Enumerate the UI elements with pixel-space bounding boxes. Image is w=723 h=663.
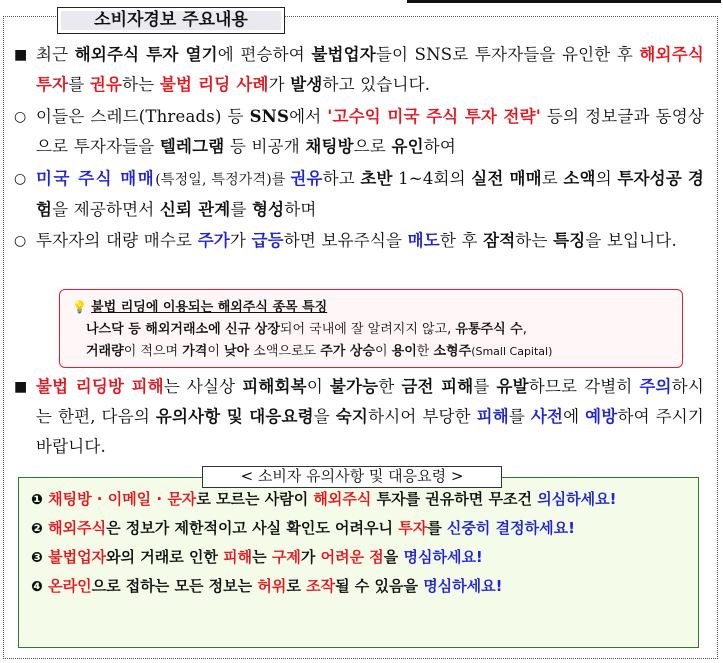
circle-bullet-icon: ○ — [14, 109, 27, 125]
section-title: 소비자경보 주요내용 — [61, 11, 281, 30]
square-bullet-icon: ■ — [14, 379, 28, 395]
guide-box — [18, 477, 699, 648]
note-box — [59, 289, 683, 368]
top-rule — [407, 0, 721, 3]
circle-bullet-icon: ○ — [14, 233, 27, 249]
guide-item-3: ❸ 불법업자와의 거래로 인한 피해는 구제가 어려운 점을 명심하세요! — [31, 548, 483, 566]
note-body: 나스닥 등 해외거래소에 신규 상장되어 국내에 잘 알려지지 않고, 유통주식 수, 거래량이 적으며 가격이 낮아 소액으로도 주가 상승이 용이한 소형주(Small Capital) — [86, 322, 553, 359]
note-title: 불법 리딩에 이용되는 해외주식 종목 특징 — [91, 300, 328, 315]
guide-item-1: ❶ 채팅방 · 이메일 · 문자로 모르는 사람이 해외주식 투자를 권유하면 무조건 의심하세요! — [31, 490, 617, 508]
paragraph-3: ○ 미국 주식 매매(특정일, 특정가격)를 권유하고 초반 1~4회의 실전 매매로 소액의 투자성공 경험을 제공하면서 신뢰 관계를 형성하며 — [14, 164, 704, 225]
paragraph-5: ■ 불법 리딩방 피해는 사실상 피해회복이 불가능한 금전 피해를 유발하므로 각별히 주의하시는 한편, 다음의 유의사항 및 대응요령을 숙지하시어 부당한 피해를 사전에 예방하여 주시기 바랍니다. — [14, 372, 704, 462]
section-title-box — [57, 7, 285, 34]
guide-title: < 소비자 유의사항 및 대응요령 > — [202, 466, 502, 488]
paragraph-1: ■ 최근 해외주식 투자 열기에 편승하여 불법업자들이 SNS로 투자자들을 유인한 후 해외주식 투자를 권유하는 불법 리딩 사례가 발생하고 있습니다. — [14, 40, 704, 100]
paragraph-4: ○ 투자자의 대량 매수로 주가가 급등하면 보유주식을 매도한 후 잠적하는 특징을 보입니다. — [14, 226, 704, 256]
square-bullet-icon: ■ — [14, 47, 28, 63]
guide-item-2: ❷ 해외주식은 정보가 제한적이고 사실 확인도 어려우니 투자를 신중히 결정하세요! — [31, 519, 575, 537]
lightbulb-icon: 💡 — [72, 300, 87, 314]
paragraph-2: ○ 이들은 스레드(Threads) 등 SNS에서 '고수익 미국 주식 투자 전략' 등의 정보글과 동영상으로 투자자들을 텔레그램 등 비공개 채팅방으로 유인하여 — [14, 102, 704, 162]
guide-item-4: ❹ 온라인으로 접하는 모든 정보는 허위로 조작될 수 있음을 명심하세요! — [31, 577, 503, 595]
circle-bullet-icon: ○ — [14, 171, 27, 187]
